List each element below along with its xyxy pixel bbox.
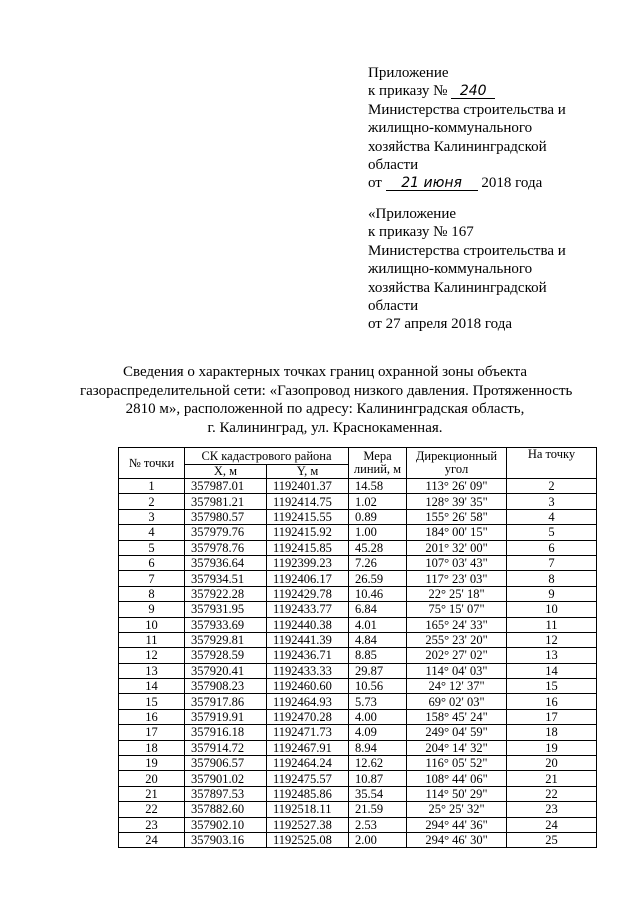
table-row bbox=[119, 725, 597, 740]
next-point-cell: 22 bbox=[507, 786, 597, 801]
y-coordinate-cell: 1192414.75 bbox=[267, 494, 349, 509]
point-number-cell: 6 bbox=[119, 555, 185, 570]
table-row bbox=[119, 679, 597, 694]
y-coordinate-cell: 1192406.17 bbox=[267, 571, 349, 586]
order-prefix: к приказу № bbox=[368, 83, 448, 100]
direction-angle-cell: 113° 26' 09" bbox=[407, 479, 507, 494]
direction-angle-cell: 202° 27' 02" bbox=[407, 648, 507, 663]
header-angle-line-2: угол bbox=[444, 462, 469, 476]
point-number-cell: 19 bbox=[119, 756, 185, 771]
point-number-cell: 4 bbox=[119, 525, 185, 540]
next-point-cell: 11 bbox=[507, 617, 597, 632]
direction-angle-cell: 204° 14' 32" bbox=[407, 740, 507, 755]
next-point-cell: 7 bbox=[507, 555, 597, 570]
y-coordinate-cell: 1192433.77 bbox=[267, 602, 349, 617]
line-length-cell: 8.85 bbox=[349, 648, 407, 663]
x-coordinate-cell: 357987.01 bbox=[185, 479, 267, 494]
x-coordinate-cell: 357979.76 bbox=[185, 525, 267, 540]
x-coordinate-cell: 357936.64 bbox=[185, 555, 267, 570]
x-coordinate-cell: 357902.10 bbox=[185, 817, 267, 832]
date-line: от 27 апреля 2018 года bbox=[368, 316, 513, 333]
direction-angle-cell: 107° 03' 43" bbox=[407, 555, 507, 570]
table-row bbox=[119, 602, 597, 617]
appendix-label: «Приложение bbox=[368, 206, 457, 222]
next-point-cell: 4 bbox=[507, 509, 597, 524]
handwritten-date: 21 июня bbox=[386, 176, 478, 191]
y-coordinate-cell: 1192460.60 bbox=[267, 679, 349, 694]
direction-angle-cell: 22° 25' 18" bbox=[407, 586, 507, 601]
header-y: Y, м bbox=[267, 465, 349, 479]
x-coordinate-cell: 357908.23 bbox=[185, 679, 267, 694]
line-length-cell: 6.84 bbox=[349, 602, 407, 617]
point-number-cell: 15 bbox=[119, 694, 185, 709]
header-angle bbox=[407, 448, 507, 479]
next-point-cell: 6 bbox=[507, 540, 597, 555]
direction-angle-cell: 108° 44' 06" bbox=[407, 771, 507, 786]
line-length-cell: 26.59 bbox=[349, 571, 407, 586]
line-length-cell: 4.00 bbox=[349, 709, 407, 724]
table-row bbox=[119, 771, 597, 786]
appendix-header-new bbox=[368, 64, 566, 193]
next-point-cell: 2 bbox=[507, 479, 597, 494]
direction-angle-cell: 116° 05' 52" bbox=[407, 756, 507, 771]
point-number-cell: 13 bbox=[119, 663, 185, 678]
next-point-cell: 12 bbox=[507, 632, 597, 647]
ministry-line-4: области bbox=[368, 298, 419, 315]
next-point-cell: 13 bbox=[507, 648, 597, 663]
x-coordinate-cell: 357934.51 bbox=[185, 571, 267, 586]
y-coordinate-cell: 1192415.55 bbox=[267, 509, 349, 524]
point-number-cell: 11 bbox=[119, 632, 185, 647]
line-length-cell: 2.00 bbox=[349, 832, 407, 847]
next-point-cell: 18 bbox=[507, 725, 597, 740]
y-coordinate-cell: 1192485.86 bbox=[267, 786, 349, 801]
y-coordinate-cell: 1192433.33 bbox=[267, 663, 349, 678]
x-coordinate-cell: 357931.95 bbox=[185, 602, 267, 617]
line-length-cell: 1.00 bbox=[349, 525, 407, 540]
table-row bbox=[119, 648, 597, 663]
x-coordinate-cell: 357882.60 bbox=[185, 802, 267, 817]
direction-angle-cell: 158° 45' 24" bbox=[407, 709, 507, 724]
direction-angle-cell: 117° 23' 03" bbox=[407, 571, 507, 586]
line-length-cell: 5.73 bbox=[349, 694, 407, 709]
next-point-cell: 17 bbox=[507, 709, 597, 724]
header-x: X, м bbox=[185, 465, 267, 479]
y-coordinate-cell: 1192429.78 bbox=[267, 586, 349, 601]
header-coordinate-system: СК кадастрового района bbox=[185, 448, 349, 465]
x-coordinate-cell: 357903.16 bbox=[185, 832, 267, 847]
table-row bbox=[119, 555, 597, 570]
direction-angle-cell: 75° 15' 07" bbox=[407, 602, 507, 617]
table-row bbox=[119, 817, 597, 832]
y-coordinate-cell: 1192475.57 bbox=[267, 771, 349, 786]
point-number-cell: 23 bbox=[119, 817, 185, 832]
direction-angle-cell: 255° 23' 20" bbox=[407, 632, 507, 647]
line-length-cell: 10.56 bbox=[349, 679, 407, 694]
table-header bbox=[119, 448, 597, 479]
document-title bbox=[80, 363, 573, 437]
point-number-cell: 22 bbox=[119, 802, 185, 817]
table-row bbox=[119, 632, 597, 647]
next-point-cell: 23 bbox=[507, 802, 597, 817]
line-length-cell: 4.84 bbox=[349, 632, 407, 647]
direction-angle-cell: 294° 46' 30" bbox=[407, 832, 507, 847]
direction-angle-cell: 249° 04' 59" bbox=[407, 725, 507, 740]
table-row bbox=[119, 586, 597, 601]
y-coordinate-cell: 1192441.39 bbox=[267, 632, 349, 647]
x-coordinate-cell: 357906.57 bbox=[185, 756, 267, 771]
appendix-header-old bbox=[368, 205, 566, 334]
header-length bbox=[349, 448, 407, 479]
table-row bbox=[119, 509, 597, 524]
x-coordinate-cell: 357920.41 bbox=[185, 663, 267, 678]
point-number-cell: 12 bbox=[119, 648, 185, 663]
line-length-cell: 45.28 bbox=[349, 540, 407, 555]
point-number-cell: 9 bbox=[119, 602, 185, 617]
line-length-cell: 12.62 bbox=[349, 756, 407, 771]
direction-angle-cell: 114° 04' 03" bbox=[407, 663, 507, 678]
next-point-cell: 16 bbox=[507, 694, 597, 709]
next-point-cell: 3 bbox=[507, 494, 597, 509]
table-row bbox=[119, 540, 597, 555]
x-coordinate-cell: 357978.76 bbox=[185, 540, 267, 555]
point-number-cell: 2 bbox=[119, 494, 185, 509]
point-number-cell: 21 bbox=[119, 786, 185, 801]
next-point-cell: 8 bbox=[507, 571, 597, 586]
table-row bbox=[119, 832, 597, 847]
direction-angle-cell: 24° 12' 37" bbox=[407, 679, 507, 694]
point-number-cell: 17 bbox=[119, 725, 185, 740]
y-coordinate-cell: 1192464.24 bbox=[267, 756, 349, 771]
y-coordinate-cell: 1192464.93 bbox=[267, 694, 349, 709]
table-row bbox=[119, 571, 597, 586]
order-number-line bbox=[368, 82, 566, 100]
header-length-line-2: линий, м bbox=[353, 462, 402, 476]
y-coordinate-cell: 1192415.85 bbox=[267, 540, 349, 555]
table-row bbox=[119, 479, 597, 494]
point-number-cell: 10 bbox=[119, 617, 185, 632]
y-coordinate-cell: 1192399.23 bbox=[267, 555, 349, 570]
appendix-label: Приложение bbox=[368, 65, 449, 81]
point-number-cell: 3 bbox=[119, 509, 185, 524]
line-length-cell: 21.59 bbox=[349, 802, 407, 817]
line-length-cell: 1.02 bbox=[349, 494, 407, 509]
ministry-line-1: Министерства строительства и bbox=[368, 242, 566, 259]
point-number-cell: 7 bbox=[119, 571, 185, 586]
direction-angle-cell: 201° 32' 00" bbox=[407, 540, 507, 555]
x-coordinate-cell: 357901.02 bbox=[185, 771, 267, 786]
next-point-cell: 19 bbox=[507, 740, 597, 755]
order-number-line: к приказу № 167 bbox=[368, 224, 474, 241]
point-number-cell: 20 bbox=[119, 771, 185, 786]
direction-angle-cell: 25° 25' 32" bbox=[407, 802, 507, 817]
x-coordinate-cell: 357919.91 bbox=[185, 709, 267, 724]
direction-angle-cell: 155° 26' 58" bbox=[407, 509, 507, 524]
y-coordinate-cell: 1192470.28 bbox=[267, 709, 349, 724]
line-length-cell: 0.89 bbox=[349, 509, 407, 524]
point-number-cell: 24 bbox=[119, 832, 185, 847]
line-length-cell: 2.53 bbox=[349, 817, 407, 832]
y-coordinate-cell: 1192415.92 bbox=[267, 525, 349, 540]
next-point-cell: 20 bbox=[507, 756, 597, 771]
point-number-cell: 14 bbox=[119, 679, 185, 694]
header-point: № точки bbox=[119, 448, 185, 479]
ministry-line-1: Министерства строительства и bbox=[368, 101, 566, 118]
ministry-line-3: хозяйства Калининградской bbox=[368, 279, 547, 296]
line-length-cell: 10.46 bbox=[349, 586, 407, 601]
next-point-cell: 9 bbox=[507, 586, 597, 601]
table-row bbox=[119, 756, 597, 771]
line-length-cell: 4.01 bbox=[349, 617, 407, 632]
x-coordinate-cell: 357897.53 bbox=[185, 786, 267, 801]
direction-angle-cell: 128° 39' 35" bbox=[407, 494, 507, 509]
table-row bbox=[119, 525, 597, 540]
table-row bbox=[119, 740, 597, 755]
direction-angle-cell: 69° 02' 03" bbox=[407, 694, 507, 709]
line-length-cell: 8.94 bbox=[349, 740, 407, 755]
direction-angle-cell: 114° 50' 29" bbox=[407, 786, 507, 801]
line-length-cell: 14.58 bbox=[349, 479, 407, 494]
y-coordinate-cell: 1192527.38 bbox=[267, 817, 349, 832]
handwritten-order-number: 240 bbox=[451, 84, 495, 99]
next-point-cell: 25 bbox=[507, 832, 597, 847]
next-point-cell: 10 bbox=[507, 602, 597, 617]
table-row bbox=[119, 494, 597, 509]
table-row bbox=[119, 802, 597, 817]
direction-angle-cell: 294° 44' 36" bbox=[407, 817, 507, 832]
table-row bbox=[119, 709, 597, 724]
line-length-cell: 35.54 bbox=[349, 786, 407, 801]
title-line-4: г. Калининград, ул. Краснокаменная. bbox=[207, 419, 443, 436]
x-coordinate-cell: 357928.59 bbox=[185, 648, 267, 663]
ministry-line-2: жилищно-коммунального bbox=[368, 120, 533, 137]
title-line-3: 2810 м», расположенной по адресу: Калининградская область, bbox=[125, 401, 525, 418]
title-line-2: газораспределительной сети: «Газопровод низкого давления. Протяженность bbox=[80, 382, 573, 399]
ministry-line-3: хозяйства Калининградской bbox=[368, 138, 547, 155]
table-row bbox=[119, 617, 597, 632]
date-suffix: 2018 года bbox=[481, 175, 543, 192]
line-length-cell: 10.87 bbox=[349, 771, 407, 786]
x-coordinate-cell: 357980.57 bbox=[185, 509, 267, 524]
direction-angle-cell: 184° 00' 15" bbox=[407, 525, 507, 540]
point-number-cell: 1 bbox=[119, 479, 185, 494]
x-coordinate-cell: 357929.81 bbox=[185, 632, 267, 647]
y-coordinate-cell: 1192525.08 bbox=[267, 832, 349, 847]
point-number-cell: 8 bbox=[119, 586, 185, 601]
y-coordinate-cell: 1192518.11 bbox=[267, 802, 349, 817]
next-point-cell: 24 bbox=[507, 817, 597, 832]
point-number-cell: 16 bbox=[119, 709, 185, 724]
table-body bbox=[119, 479, 597, 848]
x-coordinate-cell: 357981.21 bbox=[185, 494, 267, 509]
header-length-line-1: Мера bbox=[363, 449, 392, 463]
ministry-line-4: области bbox=[368, 157, 419, 174]
x-coordinate-cell: 357922.28 bbox=[185, 586, 267, 601]
point-number-cell: 18 bbox=[119, 740, 185, 755]
ministry-line-2: жилищно-коммунального bbox=[368, 261, 533, 278]
direction-angle-cell: 165° 24' 33" bbox=[407, 617, 507, 632]
x-coordinate-cell: 357916.18 bbox=[185, 725, 267, 740]
table-row bbox=[119, 786, 597, 801]
next-point-cell: 21 bbox=[507, 771, 597, 786]
header-angle-line-1: Дирекционный bbox=[415, 449, 498, 463]
line-length-cell: 29.87 bbox=[349, 663, 407, 678]
y-coordinate-cell: 1192471.73 bbox=[267, 725, 349, 740]
line-length-cell: 4.09 bbox=[349, 725, 407, 740]
x-coordinate-cell: 357914.72 bbox=[185, 740, 267, 755]
title-line-1: Сведения о характерных точках границ охранной зоны объекта bbox=[122, 364, 528, 380]
next-point-cell: 5 bbox=[507, 525, 597, 540]
table-row bbox=[119, 663, 597, 678]
y-coordinate-cell: 1192440.38 bbox=[267, 617, 349, 632]
date-line bbox=[368, 174, 566, 192]
point-number-cell: 5 bbox=[119, 540, 185, 555]
date-prefix: от bbox=[368, 175, 382, 192]
y-coordinate-cell: 1192401.37 bbox=[267, 479, 349, 494]
next-point-cell: 14 bbox=[507, 663, 597, 678]
line-length-cell: 7.26 bbox=[349, 555, 407, 570]
y-coordinate-cell: 1192436.71 bbox=[267, 648, 349, 663]
y-coordinate-cell: 1192467.91 bbox=[267, 740, 349, 755]
next-point-cell: 15 bbox=[507, 679, 597, 694]
x-coordinate-cell: 357917.86 bbox=[185, 694, 267, 709]
x-coordinate-cell: 357933.69 bbox=[185, 617, 267, 632]
table-row bbox=[119, 694, 597, 709]
header-to-point: На точку bbox=[507, 448, 597, 479]
coordinates-table bbox=[118, 447, 597, 848]
